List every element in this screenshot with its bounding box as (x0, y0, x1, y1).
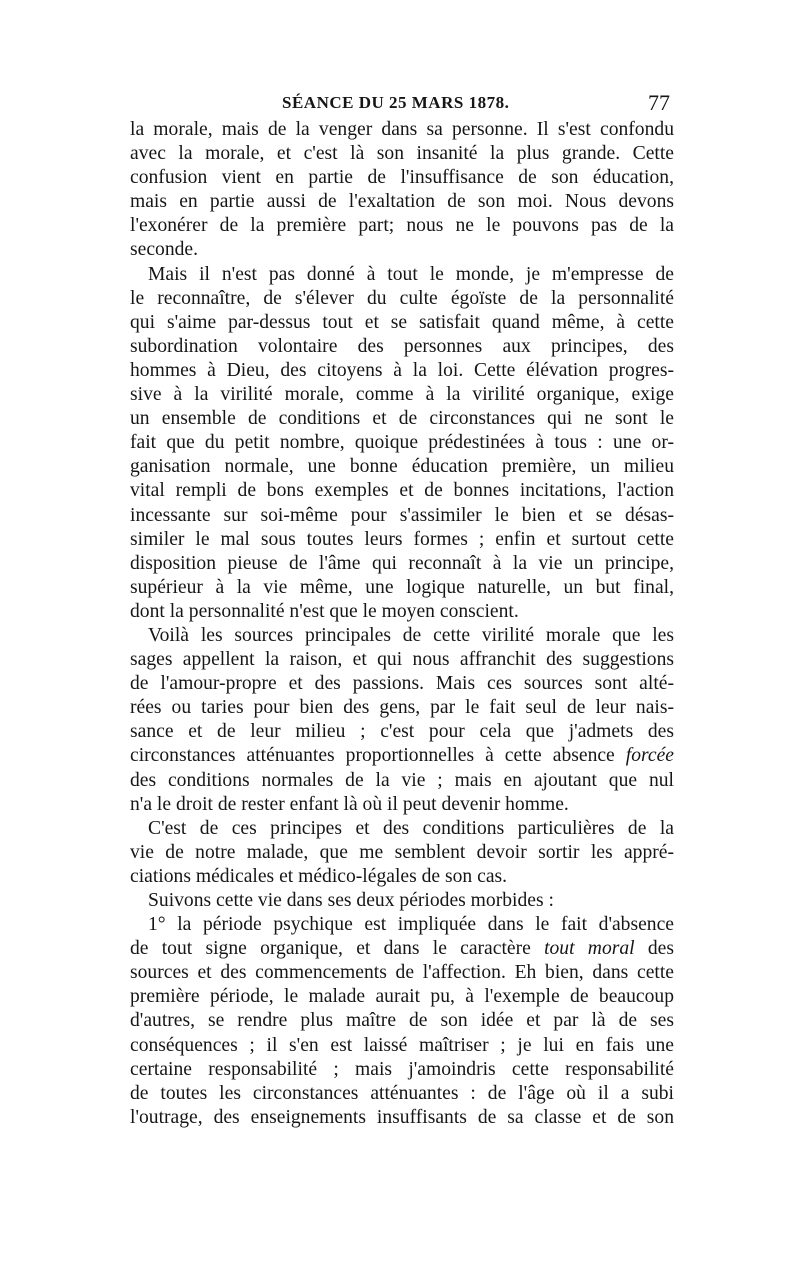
text-line: l'exonérer de la première part; nous ne le pouvons pas de la (130, 215, 674, 237)
body-text (130, 118, 674, 1130)
text-line: sages appellent la raison, et qui nous affranchit des suggestions (130, 649, 674, 671)
page-header (130, 90, 674, 120)
text-line: confusion vient en partie de l'insuffisance de son éducation, (130, 167, 674, 189)
text-line: un ensemble de conditions et de circonstances qui ne sont le (130, 408, 674, 430)
text-line: similer le mal sous toutes leurs formes ; enfin et surtout cette (130, 528, 674, 550)
text-line: vie de notre malade, que me semblent devoir sortir les appré- (130, 841, 674, 863)
text-line: fait que du petit nombre, quoique prédestinées à tous : une or- (130, 432, 674, 454)
text-line: Mais il n'est pas donné à tout le monde, je m'empresse de (148, 263, 674, 285)
text-line: conséquences ; il s'en est laissé maîtriser ; je lui en fais une (130, 1034, 674, 1056)
text-line: n'a le droit de rester enfant là où il peut devenir homme. (130, 793, 569, 815)
text-line: l'outrage, des enseignements insuffisants de sa classe et de son (130, 1106, 674, 1128)
text-line: seconde. (130, 239, 199, 261)
text-line: sive à la virilité morale, comme à la virilité organique, exige (130, 384, 674, 406)
text-line: première période, le malade aurait pu, à l'exemple de beaucoup (130, 986, 674, 1008)
text-line: dont la personnalité n'est que le moyen conscient. (130, 600, 519, 622)
text-line: qui s'aime par-dessus tout et se satisfait quand même, à cette (130, 311, 674, 333)
text-line: circonstances atténuantes proportionnelles à cette absence forcée (130, 745, 674, 767)
text-line: 1° la période psychique est impliquée dans le fait d'absence (148, 914, 674, 936)
text-line: des conditions normales de la vie ; mais en ajoutant que nul (130, 769, 674, 791)
text-line: sources et des commencements de l'affection. Eh bien, dans cette (130, 962, 674, 984)
text-line: sance et de leur milieu ; c'est pour cela que j'admets des (130, 721, 674, 743)
text-line: rées ou taries pour bien des gens, par le fait seul de leur nais- (130, 697, 674, 719)
text-line: de l'amour-propre et des passions. Mais ces sources sont alté- (130, 673, 674, 695)
running-head: SÉANCE DU 25 MARS 1878. (282, 93, 510, 112)
text-line: supérieur à la vie même, une logique naturelle, un but final, (130, 576, 674, 598)
text-line: d'autres, se rendre plus maître de son idée et par là de ses (130, 1010, 674, 1032)
page-number: 77 (648, 90, 670, 115)
text-line: avec la morale, et c'est là son insanité la plus grande. Cette (130, 143, 674, 165)
text-line: mais en partie aussi de l'exaltation de son moi. Nous devons (130, 191, 674, 213)
text-line: la morale, mais de la venger dans sa personne. Il s'est confondu (130, 119, 674, 140)
text-line: subordination volontaire des personnes aux principes, des (130, 335, 674, 357)
text-line: Voilà les sources principales de cette virilité morale que les (148, 624, 674, 646)
text-line: certaine responsabilité ; mais j'amoindris cette responsabilité (130, 1058, 674, 1080)
text-line: de toutes les circonstances atténuantes : de l'âge où il a subi (130, 1082, 674, 1104)
text-line: disposition pieuse de l'âme qui reconnaît à la vie un principe, (130, 552, 674, 574)
text-line: incessante sur soi-même pour s'assimiler le bien et se désas- (130, 504, 674, 526)
text-line: ganisation normale, une bonne éducation première, un milieu (130, 456, 674, 478)
text-line: C'est de ces principes et des conditions particulières de la (148, 817, 674, 839)
text-line: vital rempli de bons exemples et de bonnes incitations, l'action (130, 480, 674, 502)
text-line: le reconnaître, de s'élever du culte égoïste de la personnalité (130, 287, 674, 309)
text-line: de tout signe organique, et dans le caractère tout moral des (130, 938, 674, 960)
text-line: ciations médicales et médico-légales de son cas. (130, 865, 508, 887)
text-line: Suivons cette vie dans ses deux périodes morbides : (148, 890, 554, 911)
text-line: hommes à Dieu, des citoyens à la loi. Cette élévation progres- (130, 359, 674, 381)
